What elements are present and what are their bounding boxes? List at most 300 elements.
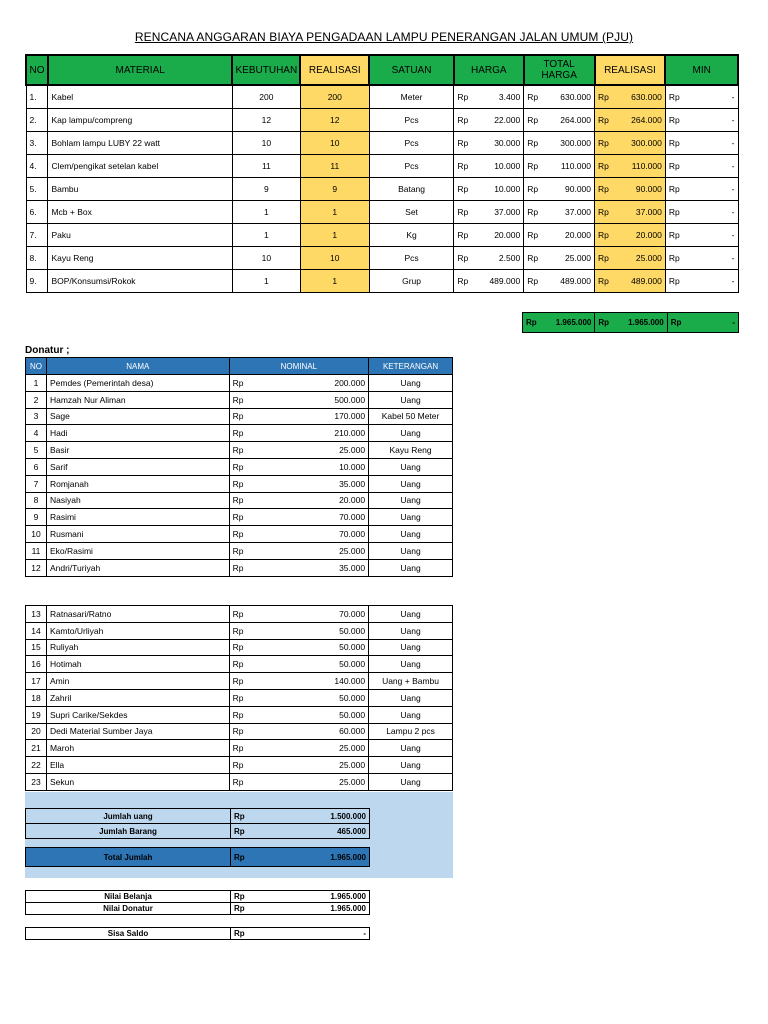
col-realisasi-header: REALISASI [300, 55, 369, 85]
donor-row [26, 757, 453, 774]
donor-nominal: 25.000 [339, 545, 366, 556]
currency-label: Rp [668, 184, 680, 194]
row-min: - [731, 207, 735, 217]
currency-label: Rp [668, 92, 680, 102]
donor-keterangan: Kayu Reng [369, 442, 453, 459]
row-material: BOP/Konsumsi/Rokok [48, 270, 232, 293]
currency-label: Rp [232, 776, 244, 787]
donor-keterangan: Uang [369, 656, 453, 673]
currency-label: Rp [527, 253, 539, 263]
row-material: Paku [48, 224, 232, 247]
total-jumlah-label: Total Jumlah [26, 848, 231, 867]
currency-label: Rp [527, 207, 539, 217]
currency-label: Rp [457, 207, 469, 217]
row-realisasi-total: 20.000 [635, 230, 662, 240]
donor-row [26, 639, 453, 656]
col-satuan-header: SATUAN [369, 55, 454, 85]
currency-label: Rp [457, 115, 469, 125]
donor-keterangan: Uang [369, 391, 453, 408]
row-realisasi: 10 [300, 132, 369, 155]
currency-label: Rp [668, 161, 680, 171]
donor-keterangan: Uang [369, 757, 453, 774]
row-kebutuhan: 1 [232, 224, 300, 247]
currency-label: Rp [598, 161, 609, 171]
currency-label: Rp [598, 253, 609, 263]
currency-label: Rp [232, 709, 244, 720]
row-total: 630.000 [560, 92, 591, 102]
row-kebutuhan: 10 [232, 247, 300, 270]
donor-nominal: 170.000 [334, 411, 366, 422]
donor-nominal: 50.000 [339, 625, 366, 636]
row-realisasi: 200 [300, 85, 369, 109]
donor-nominal: 25.000 [339, 776, 366, 787]
currency-label: Rp [232, 545, 244, 556]
currency-label: Rp [668, 230, 680, 240]
row-realisasi: 1 [300, 201, 369, 224]
donor-nominal: 140.000 [334, 676, 366, 687]
donor-no: 18 [26, 689, 47, 706]
currency-label: Rp [457, 138, 469, 148]
row-total: 110.000 [560, 161, 591, 171]
donor-keterangan: Uang [369, 526, 453, 543]
currency-label: Rp [232, 760, 244, 771]
donor-keterangan: Uang [369, 606, 453, 623]
donor-no-header: NO [26, 358, 47, 375]
currency-label: Rp [232, 512, 244, 523]
donor-keterangan: Uang [369, 425, 453, 442]
currency-label: Rp [232, 743, 244, 754]
material-header-row [26, 55, 738, 85]
jumlah-uang-row [26, 809, 370, 824]
donor-row [26, 559, 453, 576]
col-material-header: MATERIAL [48, 55, 232, 85]
donor-row [26, 509, 453, 526]
currency-label: Rp [234, 929, 245, 938]
donor-nominal: 70.000 [339, 529, 366, 540]
currency-label: Rp [598, 230, 609, 240]
donor-no: 3 [26, 408, 47, 425]
material-row [26, 155, 738, 178]
donor-no: 14 [26, 622, 47, 639]
row-realisasi-total: 630.000 [631, 92, 662, 102]
row-no: 5. [26, 178, 48, 201]
row-total: 90.000 [565, 184, 591, 194]
row-kebutuhan: 200 [232, 85, 300, 109]
currency-label: Rp [457, 276, 469, 286]
row-kebutuhan: 1 [232, 201, 300, 224]
donor-header-row [26, 358, 453, 375]
donor-keterangan-header: KETERANGAN [369, 358, 453, 375]
currency-label: Rp [234, 904, 245, 913]
currency-label: Rp [232, 428, 244, 439]
row-total: 25.000 [565, 253, 591, 263]
donor-nama-header: NAMA [46, 358, 229, 375]
row-material: Kap lampu/compreng [48, 109, 232, 132]
donor-nama: Ella [46, 757, 229, 774]
nilai-donatur-value: 1.965.000 [330, 904, 366, 913]
donor-keterangan: Uang [369, 706, 453, 723]
currency-label: Rp [527, 138, 539, 148]
row-kebutuhan: 1 [232, 270, 300, 293]
donor-nominal-header: NOMINAL [229, 358, 369, 375]
donor-nama: Sarif [46, 458, 229, 475]
row-satuan: Batang [369, 178, 454, 201]
total-jumlah-value: 1.965.000 [330, 852, 366, 862]
donor-nama: Rasimi [46, 509, 229, 526]
donor-no: 23 [26, 773, 47, 790]
donor-no: 2 [26, 391, 47, 408]
donor-nama: Zahril [46, 689, 229, 706]
currency-label: Rp [527, 230, 539, 240]
donor-nama: Hotimah [46, 656, 229, 673]
currency-label: Rp [232, 692, 244, 703]
donor-row [26, 606, 453, 623]
donor-keterangan: Uang [369, 375, 453, 392]
currency-label: Rp [527, 184, 539, 194]
donor-no: 16 [26, 656, 47, 673]
donor-nominal: 35.000 [339, 478, 366, 489]
currency-label: Rp [668, 207, 680, 217]
grand-total: 1.965.000 [555, 318, 592, 327]
row-realisasi-total: 110.000 [631, 161, 662, 171]
currency-label: Rp [526, 318, 537, 327]
currency-label: Rp [232, 495, 244, 506]
row-no: 1. [26, 85, 48, 109]
nilai-belanja-value: 1.965.000 [330, 892, 366, 901]
donor-row [26, 656, 453, 673]
sisa-saldo-value: - [363, 929, 366, 938]
row-realisasi: 11 [300, 155, 369, 178]
currency-label: Rp [598, 207, 609, 217]
donor-nama: Eko/Rasimi [46, 542, 229, 559]
donatur-label: Donatur ; [25, 345, 70, 356]
row-material: Bambu [48, 178, 232, 201]
donor-nominal: 50.000 [339, 642, 366, 653]
material-totals-row [522, 312, 739, 333]
donor-table-b [25, 605, 453, 791]
donor-row [26, 492, 453, 509]
donor-keterangan: Uang [369, 559, 453, 576]
currency-label: Rp [232, 608, 244, 619]
grand-min: - [732, 318, 735, 327]
currency-label: Rp [598, 92, 609, 102]
donor-nominal: 60.000 [339, 726, 366, 737]
donor-nama: Hadi [46, 425, 229, 442]
donor-nama: Romjanah [46, 475, 229, 492]
row-material: Mcb + Box [48, 201, 232, 224]
donor-nominal: 70.000 [339, 512, 366, 523]
page-title: RENCANA ANGGARAN BIAYA PENGADAAN LAMPU PENERANGAN JALAN UMUM (PJU) [134, 30, 634, 44]
donor-nama: Sekun [46, 773, 229, 790]
row-kebutuhan: 11 [232, 155, 300, 178]
donor-nominal: 35.000 [339, 562, 366, 573]
donor-no: 9 [26, 509, 47, 526]
currency-label: Rp [527, 92, 539, 102]
summary-jumlah-table [25, 808, 370, 839]
donor-nominal: 25.000 [339, 445, 366, 456]
currency-label: Rp [232, 625, 244, 636]
donor-no: 1 [26, 375, 47, 392]
currency-label: Rp [670, 318, 682, 327]
donor-nama: Maroh [46, 740, 229, 757]
saldo-table [25, 927, 370, 940]
row-min: - [731, 115, 735, 125]
donor-nama: Pemdes (Pemerintah desa) [46, 375, 229, 392]
row-harga: 2.500 [498, 253, 521, 263]
row-realisasi: 10 [300, 247, 369, 270]
row-satuan: Pcs [369, 109, 454, 132]
donor-nama: Rusmani [46, 526, 229, 543]
donor-nominal: 25.000 [339, 743, 366, 754]
currency-label: Rp [457, 230, 469, 240]
row-realisasi-total: 90.000 [635, 184, 662, 194]
currency-label: Rp [598, 138, 609, 148]
currency-label: Rp [527, 115, 539, 125]
donor-keterangan: Uang [369, 773, 453, 790]
row-no: 7. [26, 224, 48, 247]
grand-realisasi-total: 1.965.000 [628, 318, 664, 327]
currency-label: Rp [232, 461, 244, 472]
donor-keterangan: Uang + Bambu [369, 673, 453, 690]
donor-nama: Amin [46, 673, 229, 690]
total-jumlah-row [26, 848, 370, 867]
col-no-header: NO [26, 55, 48, 85]
row-harga: 10.000 [494, 184, 521, 194]
donor-row [26, 622, 453, 639]
row-realisasi-total: 25.000 [635, 253, 662, 263]
donor-nominal: 10.000 [339, 461, 366, 472]
donor-nama: Ratnasari/Ratno [46, 606, 229, 623]
row-total: 264.000 [560, 115, 591, 125]
currency-label: Rp [232, 394, 244, 405]
donor-nama: Hamzah Nur Aliman [46, 391, 229, 408]
currency-label: Rp [232, 562, 244, 573]
row-material: Kayu Reng [48, 247, 232, 270]
donor-keterangan: Uang [369, 509, 453, 526]
currency-label: Rp [457, 184, 469, 194]
material-table [25, 54, 739, 293]
material-row [26, 178, 738, 201]
currency-label: Rp [457, 161, 469, 171]
row-no: 6. [26, 201, 48, 224]
row-harga: 10.000 [494, 161, 521, 171]
col-harga-header: HARGA [454, 55, 524, 85]
currency-label: Rp [527, 276, 539, 286]
row-harga: 489.000 [489, 276, 521, 286]
row-harga: 3.400 [498, 92, 521, 102]
col-kebutuhan-header: KEBUTUHAN [232, 55, 300, 85]
donor-nama: Nasiyah [46, 492, 229, 509]
donor-nama: Supri Carike/Sekdes [46, 706, 229, 723]
row-satuan: Pcs [369, 247, 454, 270]
row-material: Clem/pengikat setelan kabel [48, 155, 232, 178]
currency-label: Rp [232, 529, 244, 540]
row-realisasi: 12 [300, 109, 369, 132]
currency-label: Rp [232, 478, 244, 489]
material-row [26, 224, 738, 247]
row-no: 4. [26, 155, 48, 178]
currency-label: Rp [668, 115, 680, 125]
donor-nominal: 210.000 [334, 428, 366, 439]
donor-nominal: 500.000 [334, 394, 366, 405]
donor-no: 5 [26, 442, 47, 459]
row-total: 300.000 [560, 138, 591, 148]
donor-no: 21 [26, 740, 47, 757]
donor-row [26, 425, 453, 442]
row-min: - [731, 230, 735, 240]
row-min: - [731, 253, 735, 263]
balance-table [25, 890, 370, 915]
row-harga: 22.000 [494, 115, 521, 125]
donor-no: 22 [26, 757, 47, 774]
row-realisasi-total: 489.000 [631, 276, 662, 286]
donor-keterangan: Uang [369, 492, 453, 509]
material-row [26, 85, 738, 109]
material-row [26, 247, 738, 270]
donor-row [26, 673, 453, 690]
donor-nama: Kamto/Urliyah [46, 622, 229, 639]
donor-row [26, 706, 453, 723]
currency-label: Rp [232, 659, 244, 670]
row-satuan: Meter [369, 85, 454, 109]
donor-row [26, 740, 453, 757]
currency-label: Rp [527, 161, 539, 171]
currency-label: Rp [598, 184, 609, 194]
nilai-donatur-label: Nilai Donatur [26, 903, 231, 915]
currency-label: Rp [234, 852, 245, 862]
donor-row [26, 475, 453, 492]
donor-keterangan: Uang [369, 639, 453, 656]
row-min: - [731, 161, 735, 171]
currency-label: Rp [668, 138, 680, 148]
donor-row [26, 723, 453, 740]
currency-label: Rp [457, 92, 469, 102]
row-min: - [731, 184, 735, 194]
row-material: Bohlam lampu LUBY 22 watt [48, 132, 232, 155]
currency-label: Rp [232, 411, 244, 422]
jumlah-uang-label: Jumlah uang [26, 809, 231, 824]
currency-label: Rp [668, 253, 680, 263]
donor-row [26, 526, 453, 543]
row-realisasi: 1 [300, 224, 369, 247]
row-satuan: Pcs [369, 155, 454, 178]
row-no: 3. [26, 132, 48, 155]
donor-keterangan: Kabel 50 Meter [369, 408, 453, 425]
nilai-donatur-row [26, 903, 370, 915]
donor-row [26, 391, 453, 408]
sisa-saldo-row [26, 928, 370, 940]
jumlah-barang-value: 465.000 [337, 826, 366, 836]
donor-nama: Basir [46, 442, 229, 459]
row-harga: 37.000 [494, 207, 521, 217]
donor-row [26, 689, 453, 706]
donor-nama: Andri/Turiyah [46, 559, 229, 576]
row-kebutuhan: 12 [232, 109, 300, 132]
row-min: - [731, 92, 735, 102]
donor-no: 11 [26, 542, 47, 559]
donor-keterangan: Uang [369, 740, 453, 757]
row-realisasi-total: 300.000 [631, 138, 662, 148]
donor-nominal: 50.000 [339, 659, 366, 670]
row-harga: 20.000 [494, 230, 521, 240]
donor-no: 20 [26, 723, 47, 740]
nilai-belanja-row [26, 891, 370, 903]
currency-label: Rp [232, 445, 244, 456]
row-kebutuhan: 9 [232, 178, 300, 201]
material-row [26, 270, 738, 293]
row-total: 37.000 [565, 207, 591, 217]
donor-nominal: 200.000 [334, 377, 366, 388]
sisa-saldo-label: Sisa Saldo [26, 928, 231, 940]
currency-label: Rp [232, 377, 244, 388]
col-realisasi-total-header: REALISASI [595, 55, 666, 85]
donor-no: 6 [26, 458, 47, 475]
donor-no: 13 [26, 606, 47, 623]
row-no: 2. [26, 109, 48, 132]
donor-nominal: 25.000 [339, 760, 366, 771]
jumlah-barang-row [26, 824, 370, 839]
row-kebutuhan: 10 [232, 132, 300, 155]
donor-keterangan: Uang [369, 622, 453, 639]
donor-no: 15 [26, 639, 47, 656]
jumlah-barang-label: Jumlah Barang [26, 824, 231, 839]
currency-label: Rp [668, 276, 680, 286]
currency-label: Rp [598, 115, 609, 125]
row-realisasi-total: 264.000 [631, 115, 662, 125]
currency-label: Rp [457, 253, 469, 263]
donor-no: 19 [26, 706, 47, 723]
row-material: Kabel [48, 85, 232, 109]
row-satuan: Grup [369, 270, 454, 293]
currency-label: Rp [598, 318, 610, 327]
donor-nama: Dedi Material Sumber Jaya [46, 723, 229, 740]
donor-keterangan: Uang [369, 689, 453, 706]
donor-nominal: 50.000 [339, 692, 366, 703]
donor-row [26, 408, 453, 425]
row-total: 489.000 [560, 276, 591, 286]
donor-no: 4 [26, 425, 47, 442]
donor-keterangan: Uang [369, 458, 453, 475]
row-satuan: Pcs [369, 132, 454, 155]
row-total: 20.000 [565, 230, 591, 240]
currency-label: Rp [234, 826, 245, 836]
donor-keterangan: Uang [369, 475, 453, 492]
row-no: 9. [26, 270, 48, 293]
donor-nominal: 70.000 [339, 608, 366, 619]
row-realisasi-total: 37.000 [635, 207, 662, 217]
donor-table-a [25, 357, 453, 577]
donor-keterangan: Uang [369, 542, 453, 559]
currency-label: Rp [598, 276, 609, 286]
summary-total-table [25, 847, 370, 867]
donor-row [26, 542, 453, 559]
donor-row [26, 442, 453, 459]
donor-keterangan: Lampu 2 pcs [369, 723, 453, 740]
currency-label: Rp [232, 676, 244, 687]
row-harga: 30.000 [494, 138, 521, 148]
material-row [26, 132, 738, 155]
material-row [26, 109, 738, 132]
row-realisasi: 1 [300, 270, 369, 293]
material-row [26, 201, 738, 224]
donor-row [26, 773, 453, 790]
nilai-belanja-label: Nilai Belanja [26, 891, 231, 903]
donor-row [26, 458, 453, 475]
jumlah-uang-value: 1.500.000 [330, 811, 366, 821]
donor-nama: Sage [46, 408, 229, 425]
currency-label: Rp [232, 726, 244, 737]
donor-no: 10 [26, 526, 47, 543]
